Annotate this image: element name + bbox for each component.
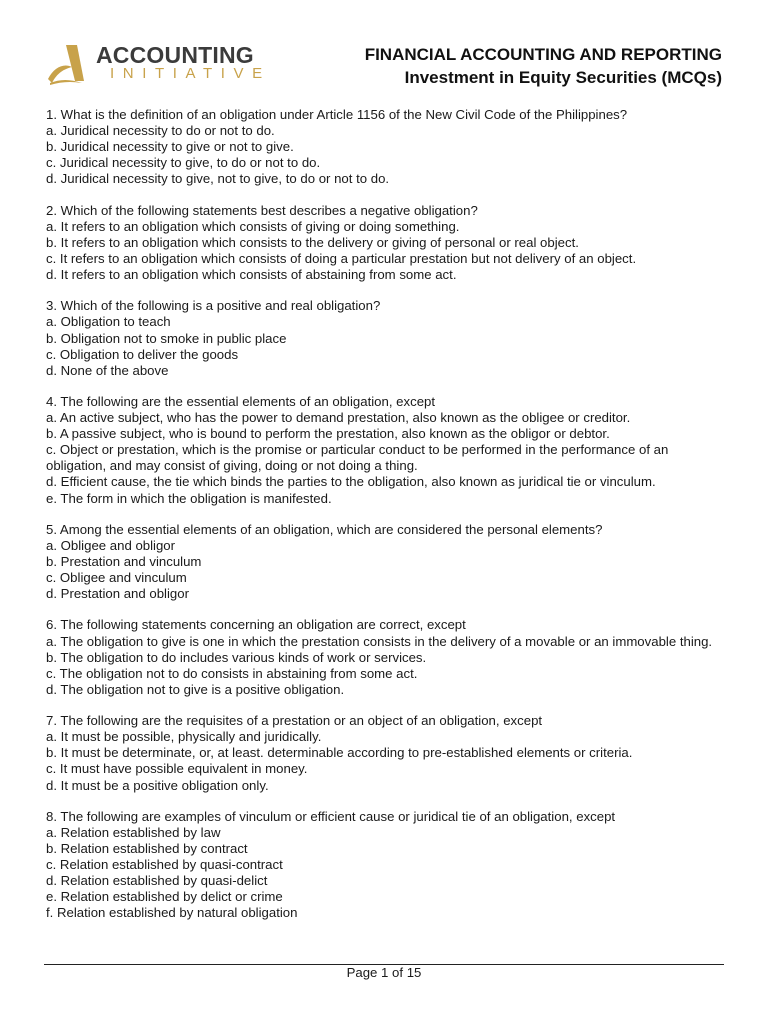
option: d. Prestation and obligor — [46, 586, 189, 602]
option: d. It must be a positive obligation only. — [46, 777, 269, 793]
question-text: 3. Which of the following is a positive and real obligation? — [46, 298, 381, 314]
question-text: 7. The following are the requisites of a prestation or an object of an obligation, except — [46, 713, 543, 729]
question-2 — [46, 203, 731, 283]
option: c. It must have possible equivalent in money. — [46, 761, 308, 777]
page-number: Page 1 of 15 — [346, 965, 422, 980]
questions-list — [46, 107, 731, 937]
question-text: 1. What is the definition of an obligation under Article 1156 of the New Civil Code of the Philippines? — [46, 107, 628, 122]
question-text: 2. Which of the following statements best describes a negative obligation? — [46, 202, 478, 218]
option: a. The obligation to give is one in which the prestation consists in the delivery of a movable or an immovable thing. — [46, 633, 713, 649]
question-4 — [46, 394, 731, 507]
option: f. Relation established by natural obligation — [46, 905, 298, 921]
option: a. An active subject, who has the power to demand prestation, also known as the obligee or creditor. — [46, 410, 631, 426]
question-text: 6. The following statements concerning an obligation are correct, except — [46, 617, 466, 633]
option: a. Obligee and obligor — [46, 537, 176, 553]
option: d. The obligation not to give is a positive obligation. — [46, 681, 345, 697]
option: e. The form in which the obligation is manifested. — [46, 490, 332, 506]
option: d. It refers to an obligation which consists of abstaining from some act. — [46, 267, 457, 283]
question-text: 8. The following are examples of vinculum or efficient cause or juridical tie of an obligation, except — [46, 808, 616, 824]
accounting-initiative-logo — [46, 40, 276, 86]
option: c. It refers to an obligation which consists of doing a particular prestation but not delivery of an object. — [46, 250, 637, 266]
page-header — [0, 0, 768, 100]
option: c. Obligation to deliver the goods — [46, 346, 239, 362]
option: a. It refers to an obligation which consists of giving or doing something. — [46, 218, 460, 234]
question-1 — [46, 107, 731, 187]
option: b. Juridical necessity to give or not to give. — [46, 139, 294, 155]
document-subtitle: Investment in Equity Securities (MCQs) — [404, 68, 722, 87]
question-text: 4. The following are the essential elements of an obligation, except — [46, 393, 436, 409]
option: c. The obligation not to do consists in abstaining from some act. — [46, 665, 418, 681]
option: c. Object or prestation, which is the promise or particular conduct to be performed in the performance of an obligation, and may consist of giving, doing or not doing a thing. — [46, 442, 669, 474]
option: d. Juridical necessity to give, not to give, to do or not to do. — [46, 171, 390, 187]
option: b. Prestation and vinculum — [46, 554, 202, 569]
document-title-block — [365, 44, 722, 90]
question-text: 5. Among the essential elements of an obligation, which are considered the personal elements? — [46, 521, 603, 537]
option: b. It refers to an obligation which consists to the delivery or giving of personal or real object. — [46, 234, 579, 250]
question-6 — [46, 617, 731, 697]
option: c. Relation established by quasi-contract — [46, 857, 283, 873]
option: a. Relation established by law — [46, 824, 221, 840]
option: b. The obligation to do includes various kinds of work or services. — [46, 649, 427, 665]
option: c. Juridical necessity to give, to do or not to do. — [46, 155, 321, 171]
option: b. Relation established by contract — [46, 840, 248, 856]
document-title: FINANCIAL ACCOUNTING AND REPORTING — [364, 45, 722, 64]
logo-mark-icon — [46, 43, 92, 87]
option: d. Relation established by quasi-delict — [46, 873, 268, 889]
logo-subtitle: INITIATIVE — [110, 65, 271, 82]
question-7 — [46, 713, 731, 793]
option: a. It must be possible, physically and juridically. — [46, 729, 322, 745]
logo-wordmark: ACCOUNTING — [96, 42, 254, 68]
option: b. Obligation not to smoke in public place — [46, 330, 287, 346]
question-3 — [46, 298, 731, 378]
option: a. Obligation to teach — [46, 314, 171, 330]
option: e. Relation established by delict or crime — [46, 889, 283, 905]
option: c. Obligee and vinculum — [46, 570, 187, 586]
option: a. Juridical necessity to do or not to do. — [46, 123, 275, 139]
option: b. It must be determinate, or, at least. determinable according to pre-established elements or criteria. — [46, 745, 633, 761]
question-8 — [46, 809, 731, 922]
option: d. None of the above — [46, 362, 169, 378]
option: d. Efficient cause, the tie which binds the parties to the obligation, also known as juridical tie or vinculum. — [46, 474, 656, 490]
option: b. A passive subject, who is bound to perform the prestation, also known as the obligor or debtor. — [46, 426, 610, 442]
question-5 — [46, 522, 731, 602]
